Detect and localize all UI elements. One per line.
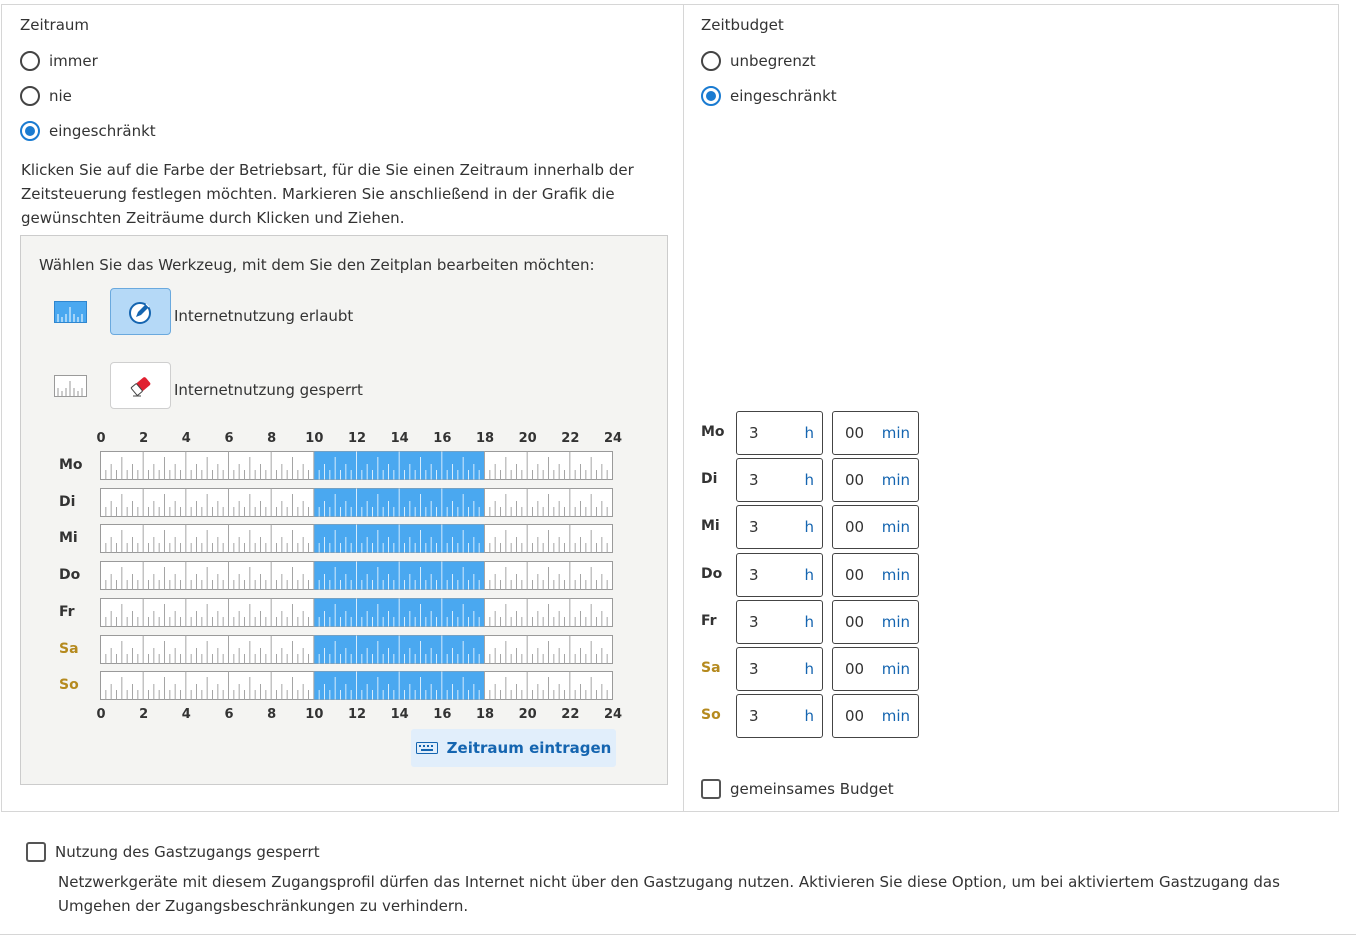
axis-label-bottom-22: 22 bbox=[561, 707, 580, 722]
budget-minutes-input-so[interactable] bbox=[832, 694, 919, 738]
axis-label-bottom-8: 8 bbox=[267, 707, 277, 722]
day-label-sa: Sa bbox=[59, 640, 79, 657]
budget-hours-input-di[interactable] bbox=[736, 458, 823, 502]
schedule-row-do[interactable] bbox=[100, 561, 614, 590]
shared-budget-checkbox[interactable] bbox=[701, 778, 894, 800]
budget-minutes-unit: min bbox=[881, 612, 910, 631]
budget-row-mo bbox=[684, 411, 984, 455]
radio-unbegrenzt-label: unbegrenzt bbox=[730, 52, 816, 70]
radio-eingeschraenkt[interactable] bbox=[20, 120, 156, 142]
axis-label-top-14: 14 bbox=[390, 431, 409, 446]
day-label-so: So bbox=[59, 677, 79, 694]
budget-minutes-unit: min bbox=[881, 518, 910, 537]
axis-label-bottom-10: 10 bbox=[305, 707, 324, 722]
budget-row-sa bbox=[684, 647, 984, 691]
axis-label-bottom-4: 4 bbox=[181, 707, 191, 722]
axis-label-bottom-20: 20 bbox=[518, 707, 537, 722]
budget-minutes-value: 00 bbox=[845, 518, 865, 537]
budget-hours-input-so[interactable] bbox=[736, 694, 823, 738]
blocked-legend-icon bbox=[54, 375, 87, 397]
shared-budget-box[interactable] bbox=[701, 779, 721, 799]
budget-minutes-unit: min bbox=[881, 707, 910, 726]
budget-row-so bbox=[684, 694, 984, 738]
budget-hours-unit: h bbox=[804, 707, 814, 726]
budget-minutes-value: 00 bbox=[845, 707, 865, 726]
radio-budget-eingeschraenkt-circle[interactable] bbox=[701, 86, 721, 106]
radio-immer-circle[interactable] bbox=[20, 51, 40, 71]
schedule-row-mi[interactable] bbox=[100, 524, 614, 553]
radio-immer-label: immer bbox=[49, 52, 98, 70]
schedule-row-so[interactable] bbox=[100, 671, 614, 700]
guest-access-box[interactable] bbox=[26, 842, 46, 862]
zeitraum-title: Zeitraum bbox=[20, 16, 90, 34]
budget-minutes-unit: min bbox=[881, 471, 910, 490]
axis-label-top-18: 18 bbox=[475, 431, 495, 446]
budget-day-label: So bbox=[701, 707, 721, 724]
budget-hours-input-mo[interactable] bbox=[736, 411, 823, 455]
budget-hours-input-fr[interactable] bbox=[736, 600, 823, 644]
radio-nie-circle[interactable] bbox=[20, 86, 40, 106]
budget-hours-unit: h bbox=[804, 471, 814, 490]
day-label-fr: Fr bbox=[59, 603, 75, 620]
axis-label-top-12: 12 bbox=[347, 431, 367, 446]
radio-unbegrenzt[interactable] bbox=[701, 50, 816, 72]
budget-minutes-value: 00 bbox=[845, 471, 865, 490]
budget-day-label: Di bbox=[701, 471, 718, 488]
budget-minutes-value: 00 bbox=[845, 565, 865, 584]
tool-prompt: Wählen Sie das Werkzeug, mit dem Sie den Zeitplan bearbeiten möchten: bbox=[39, 256, 595, 274]
budget-row-do bbox=[684, 553, 984, 597]
budget-minutes-input-sa[interactable] bbox=[832, 647, 919, 691]
day-label-mo: Mo bbox=[59, 457, 83, 473]
enter-timerange-button[interactable] bbox=[411, 729, 616, 767]
axis-label-top-10: 10 bbox=[305, 431, 324, 446]
axis-label-top-2: 2 bbox=[139, 431, 149, 446]
enter-timerange-label: Zeitraum eintragen bbox=[446, 739, 612, 757]
budget-minutes-input-mi[interactable] bbox=[832, 505, 919, 549]
eraser-icon bbox=[127, 372, 155, 400]
bottom-divider bbox=[0, 934, 1356, 935]
axis-label-top-8: 8 bbox=[267, 431, 277, 446]
budget-hours-value: 3 bbox=[749, 707, 759, 726]
tool-allowed-label: Internetnutzung erlaubt bbox=[174, 307, 354, 325]
axis-label-bottom-6: 6 bbox=[224, 707, 234, 722]
day-label-do: Do bbox=[59, 567, 81, 584]
budget-hours-value: 3 bbox=[749, 612, 759, 631]
axis-label-bottom-18: 18 bbox=[475, 707, 495, 722]
zeitbudget-panel bbox=[683, 4, 1339, 812]
budget-day-label: Do bbox=[701, 565, 723, 582]
budget-day-label: Mo bbox=[701, 424, 725, 440]
budget-minutes-input-mo[interactable] bbox=[832, 411, 919, 455]
pencil-tool-button[interactable] bbox=[110, 288, 171, 335]
schedule-row-di[interactable] bbox=[100, 488, 614, 517]
axis-label-top-22: 22 bbox=[561, 431, 580, 446]
radio-unbegrenzt-circle[interactable] bbox=[701, 51, 721, 71]
keyboard-icon bbox=[416, 742, 438, 754]
eraser-tool-button[interactable] bbox=[110, 362, 171, 409]
axis-label-top-4: 4 bbox=[181, 431, 191, 446]
axis-label-bottom-2: 2 bbox=[139, 707, 149, 722]
budget-day-label: Mi bbox=[701, 518, 720, 535]
schedule-row-fr[interactable] bbox=[100, 598, 614, 627]
zeitraum-description: Klicken Sie auf die Farbe der Betriebsart, für die Sie einen Zeitraum innerhalb der Zeitsteuerung festlegen möchten. Markieren Sie anschließend in der Grafik die gewünschten Zeiträume durch Klicken und Ziehen. bbox=[21, 161, 634, 227]
radio-budget-eingeschraenkt[interactable] bbox=[701, 85, 837, 107]
guest-access-label: Nutzung des Gastzugangs gesperrt bbox=[55, 843, 320, 861]
budget-hours-unit: h bbox=[804, 660, 814, 678]
budget-hours-unit: h bbox=[804, 518, 814, 537]
pencil-icon bbox=[127, 298, 155, 326]
budget-hours-unit: h bbox=[804, 424, 814, 442]
zeitraum-panel bbox=[1, 4, 684, 812]
budget-minutes-input-fr[interactable] bbox=[832, 600, 919, 644]
guest-access-checkbox[interactable] bbox=[26, 842, 320, 862]
budget-hours-value: 3 bbox=[749, 660, 759, 678]
axis-label-top-0: 0 bbox=[96, 431, 106, 446]
day-label-mi: Mi bbox=[59, 530, 78, 547]
budget-row-fr bbox=[684, 600, 984, 644]
axis-label-top-20: 20 bbox=[518, 431, 537, 446]
zeitbudget-title: Zeitbudget bbox=[701, 16, 784, 34]
budget-row-di bbox=[684, 458, 984, 502]
budget-hours-value: 3 bbox=[749, 471, 759, 490]
budget-day-label: Sa bbox=[701, 660, 721, 676]
budget-hours-value: 3 bbox=[749, 518, 759, 537]
budget-hours-value: 3 bbox=[749, 424, 759, 442]
radio-budget-eingeschraenkt-label: eingeschränkt bbox=[730, 87, 837, 105]
schedule-row-sa[interactable] bbox=[100, 635, 614, 664]
axis-label-bottom-0: 0 bbox=[96, 707, 106, 722]
guest-access-description: Netzwerkgeräte mit diesem Zugangsprofil dürfen das Internet nicht über den Gastzugang nutzen. Aktivieren Sie diese Option, um bei aktiviertem Gastzugang das Umgehen der Zugangsbeschränkungen zu verhindern. bbox=[58, 873, 1280, 915]
budget-minutes-unit: min bbox=[881, 424, 910, 442]
budget-minutes-unit: min bbox=[881, 565, 910, 584]
budget-day-label: Fr bbox=[701, 612, 717, 629]
budget-minutes-value: 00 bbox=[845, 612, 865, 631]
budget-minutes-unit: min bbox=[881, 660, 910, 678]
radio-eingeschraenkt-label: eingeschränkt bbox=[49, 122, 156, 140]
axis-label-top-24: 24 bbox=[603, 431, 623, 446]
budget-row-mi bbox=[684, 505, 984, 549]
axis-label-bottom-14: 14 bbox=[390, 707, 409, 722]
day-label-di: Di bbox=[59, 493, 76, 510]
radio-immer[interactable] bbox=[20, 50, 98, 72]
budget-minutes-value: 00 bbox=[845, 424, 865, 442]
budget-minutes-value: 00 bbox=[845, 660, 865, 678]
budget-hours-unit: h bbox=[804, 612, 814, 631]
budget-minutes-input-di[interactable] bbox=[832, 458, 919, 502]
axis-label-bottom-12: 12 bbox=[347, 707, 367, 722]
axis-label-top-16: 16 bbox=[433, 431, 452, 446]
radio-nie[interactable] bbox=[20, 85, 72, 107]
tool-blocked-label: Internetnutzung gesperrt bbox=[174, 381, 363, 399]
axis-label-bottom-24: 24 bbox=[603, 707, 623, 722]
budget-minutes-input-do[interactable] bbox=[832, 553, 919, 597]
budget-hours-input-do[interactable] bbox=[736, 553, 823, 597]
axis-label-top-6: 6 bbox=[224, 431, 234, 446]
budget-hours-input-sa[interactable] bbox=[736, 647, 823, 691]
schedule-row-mo[interactable] bbox=[100, 451, 614, 480]
budget-hours-value: 3 bbox=[749, 565, 759, 584]
axis-label-bottom-16: 16 bbox=[433, 707, 452, 722]
radio-nie-label: nie bbox=[49, 87, 72, 105]
budget-hours-unit: h bbox=[804, 565, 814, 584]
budget-hours-input-mi[interactable] bbox=[736, 505, 823, 549]
schedule-toolbox bbox=[20, 235, 668, 785]
radio-eingeschraenkt-circle[interactable] bbox=[20, 121, 40, 141]
allowed-legend-icon bbox=[54, 301, 87, 323]
shared-budget-label: gemeinsames Budget bbox=[730, 780, 894, 798]
